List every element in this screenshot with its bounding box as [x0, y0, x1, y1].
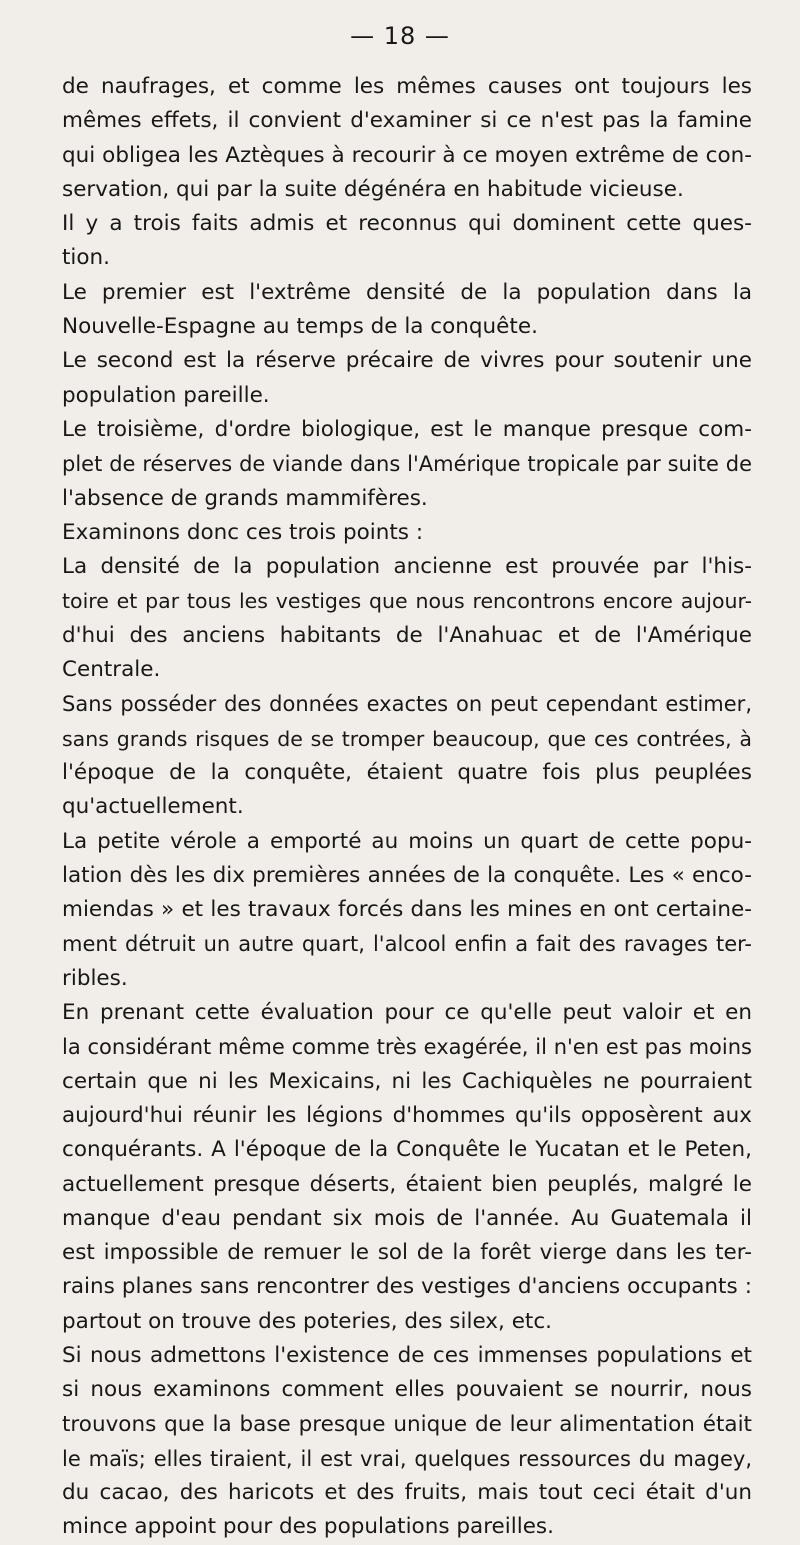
text-line: ment détruit un autre quart, l'alcool enfin a fait des ravages ter-: [62, 932, 752, 957]
text-line: l'absence de grands mammifères.: [62, 485, 428, 511]
text-line: conquérants. A l'époque de la Conquête le Yucatan et le Peten,: [62, 1137, 752, 1163]
text-line: Sans posséder des données exactes on peut cependant estimer,: [62, 692, 752, 717]
text-line: est impossible de remuer le sol de la forêt vierge dans les ter-: [62, 1240, 752, 1266]
text-line: plet de réserves de viande dans l'Amérique tropicale par suite de: [62, 452, 752, 477]
text-line: trouvons que la base presque unique de leur alimentation était: [62, 1411, 752, 1437]
text-line: population pareille.: [62, 382, 270, 408]
text-line: certain que ni les Mexicains, ni les Cachiquèles ne pourraient: [62, 1068, 752, 1094]
text-line: l'époque de la conquête, étaient quatre fois plus peuplées: [62, 759, 752, 785]
text-line: sans grands risques de se tromper beaucoup, que ces contrées, à: [62, 726, 752, 751]
text-line: Le premier est l'extrême densité de la population dans la: [62, 279, 752, 305]
text-line: servation, qui par la suite dégénéra en habitude vicieuse.: [62, 176, 684, 202]
text-line: partout on trouve des poteries, des silex, etc.: [62, 1308, 553, 1334]
text-line: tion.: [62, 245, 111, 271]
text-line: Si nous admettons l'existence de ces immenses populations et: [62, 1342, 752, 1368]
text-line: mince appoint pour des populations pareilles.: [62, 1514, 554, 1540]
text-line: manque d'eau pendant six mois de l'année. Au Guatemala il: [62, 1205, 752, 1231]
body-text: [62, 70, 752, 1545]
text-line: La petite vérole a emporté au moins un quart de cette popu-: [62, 828, 752, 854]
text-line: mêmes effets, il convient d'examiner si ce n'est pas la famine: [62, 108, 752, 134]
text-line: miendas » et les travaux forcés dans les mines en ont certaine-: [62, 897, 752, 923]
text-line: du cacao, des haricots et des fruits, mais tout ceci était d'un: [62, 1480, 752, 1506]
text-line: lation dès les dix premières années de la conquête. Les « enco-: [62, 862, 752, 888]
text-line: qui obligea les Aztèques à recourir à ce moyen extrême de con-: [62, 142, 752, 168]
text-line: de naufrages, et comme les mêmes causes ont toujours les: [62, 74, 752, 99]
text-line: Centrale.: [62, 657, 161, 683]
text-line: La densité de la population ancienne est prouvée par l'his-: [62, 554, 752, 580]
text-line: Nouvelle-Espagne au temps de la conquête.: [62, 314, 538, 340]
page-number: — 18 —: [350, 22, 450, 50]
text-line: aujourd'hui réunir les légions d'hommes qu'ils opposèrent aux: [62, 1102, 752, 1128]
text-line: toire et par tous les vestiges que nous rencontrons encore aujour-: [62, 589, 752, 614]
text-line: si nous examinons comment elles pouvaient se nourrir, nous: [62, 1377, 752, 1403]
text-line: En prenant cette évaluation pour ce qu'elle peut valoir et en: [62, 1000, 752, 1026]
text-line: Examinons donc ces trois points :: [62, 519, 424, 545]
text-line: le maïs; elles tiraient, il est vrai, quelques ressources du magey,: [62, 1446, 752, 1471]
text-line: la considérant même comme très exagérée, il n'en est pas moins: [62, 1035, 752, 1060]
text-line: ribles.: [62, 965, 128, 991]
text-line: Il y a trois faits admis et reconnus qui dominent cette ques-: [62, 211, 752, 237]
text-line: Le second est la réserve précaire de vivres pour soutenir une: [62, 348, 752, 374]
text-line: Le troisième, d'ordre biologique, est le manque presque com-: [62, 416, 752, 442]
text-line: rains planes sans rencontrer des vestiges d'anciens occupants :: [62, 1274, 752, 1300]
text-line: qu'actuellement.: [62, 794, 244, 820]
text-line: actuellement presque déserts, étaient bien peuplés, malgré le: [62, 1171, 752, 1197]
text-line: d'hui des anciens habitants de l'Anahuac et de l'Amérique: [62, 622, 752, 648]
